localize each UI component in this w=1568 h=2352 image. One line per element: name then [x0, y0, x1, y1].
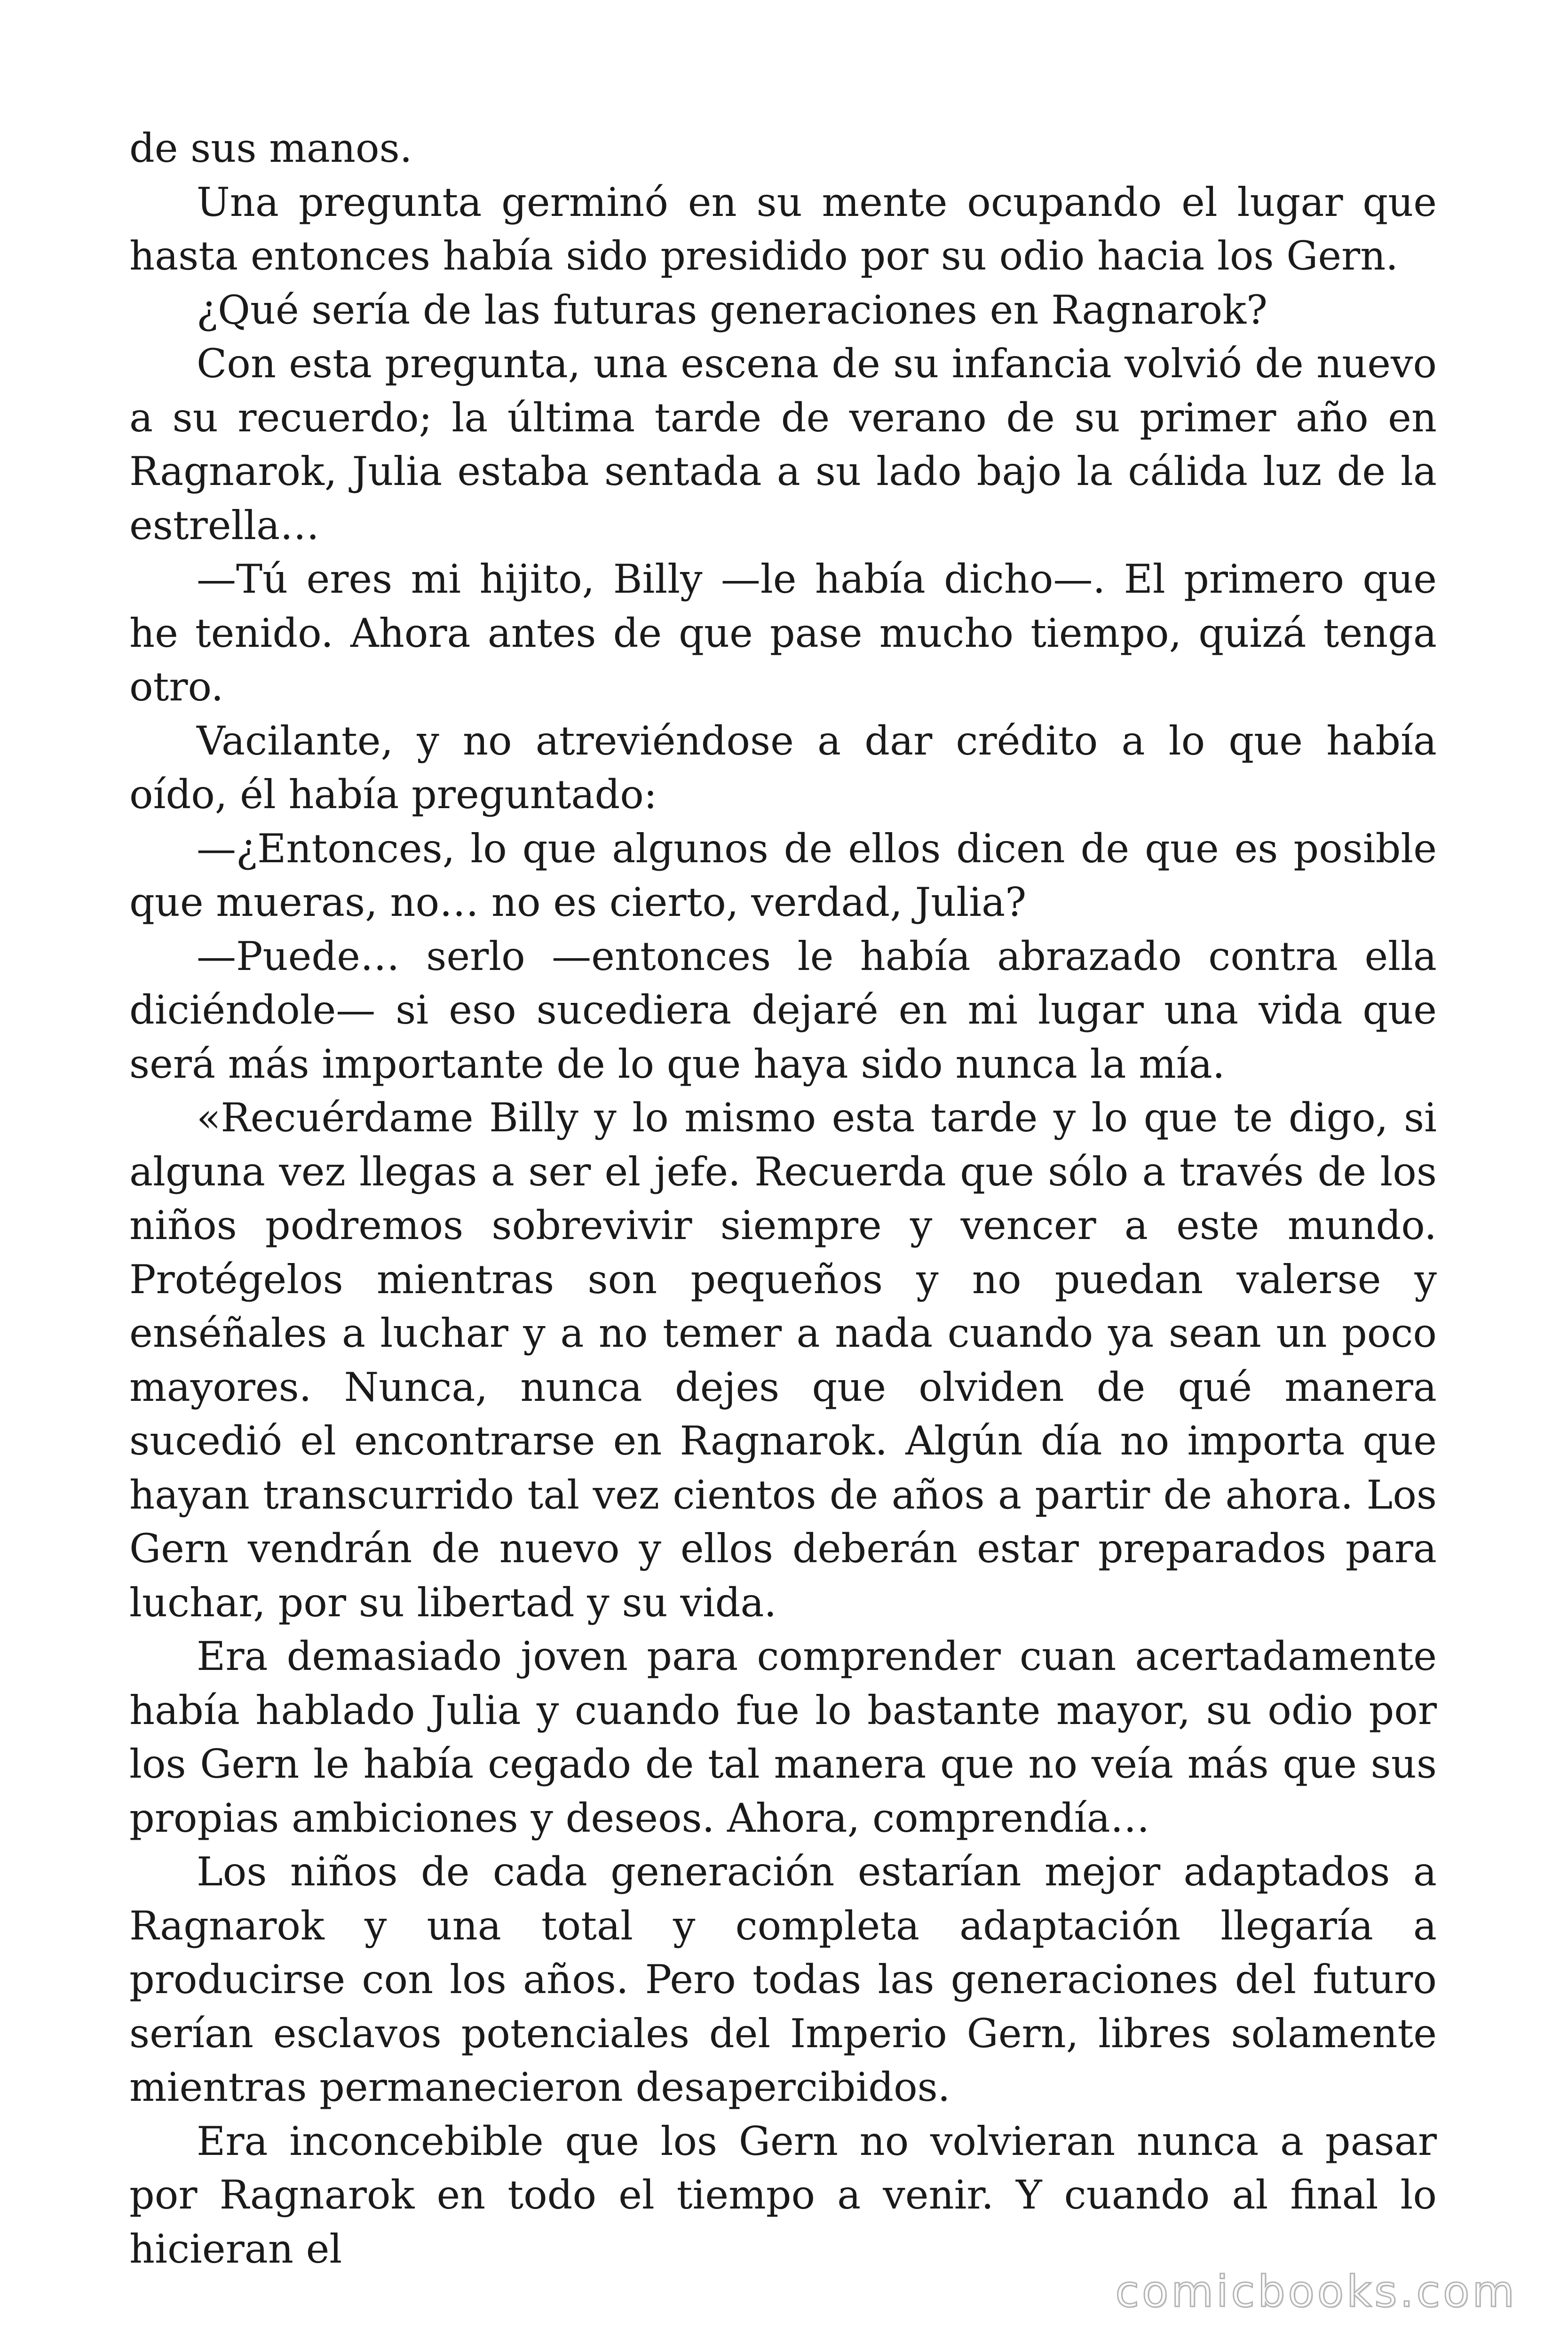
- paragraph-7: —¿Entonces, lo que algunos de ellos dicen de que es posible que mueras, no… no es cierto, verdad, Julia?: [129, 825, 1437, 925]
- body-text: [129, 121, 1437, 2276]
- paragraph-9: «Recuérdame Billy y lo mismo esta tarde y lo que te digo, si alguna vez llegas a ser el jefe. Recuerda que sólo a través de los niños podremos sobrevivir siempre y vencer a este mundo. Protégelos mientras son pequeños y no puedan valerse y enséñales a luchar y a no temer a nada cuando ya sean un poco mayores. Nunca, nunca dejes que olviden de qué manera sucedió el encontrarse en Ragnarok. Algún día no importa que hayan transcurrido tal vez cientos de años a partir de ahora. Los Gern vendrán de nuevo y ellos deberán estar preparados para luchar, por su libertad y su vida.: [129, 1095, 1437, 1626]
- paragraph-6: Vacilante, y no atreviéndose a dar crédito a lo que había oído, él había preguntado:: [129, 717, 1437, 818]
- watermark: comicbooks.com: [1115, 2266, 1517, 2317]
- paragraph-11: Los niños de cada generación estarían mejor adaptados a Ragnarok y una total y completa adaptación llegaría a producirse con los años. Pero todas las generaciones del futuro serían esclavos potenciales del Imperio Gern, libres solamente mientras permanecieron desapercibidos.: [129, 1849, 1437, 2110]
- paragraph-4: Con esta pregunta, una escena de su infancia volvió de nuevo a su recuerdo; la última tarde de verano de su primer año en Ragnarok, Julia estaba sentada a su lado bajo la cálida luz de la estrella…: [129, 341, 1437, 548]
- paragraph-3: ¿Qué sería de las futuras generaciones en Ragnarok?: [197, 286, 1268, 333]
- paragraph-1: de sus manos.: [129, 125, 412, 171]
- paragraph-10: Era demasiado joven para comprender cuan acertadamente había hablado Julia y cuando fue lo bastante mayor, su odio por los Gern le había cegado de tal manera que no veía más que sus propias ambiciones y deseos. Ahora, comprendía…: [129, 1633, 1437, 1841]
- paragraph-12: Era inconcebible que los Gern no volvieran nunca a pasar por Ragnarok en todo el tiempo a venir. Y cuando al final lo hicieran el: [129, 2118, 1437, 2272]
- paragraph-5: —Tú eres mi hijito, Billy —le había dicho—. El primero que he tenido. Ahora antes de que pase mucho tiempo, quizá tenga otro.: [129, 556, 1437, 710]
- paragraph-2: Una pregunta germinó en su mente ocupando el lugar que hasta entonces había sido presidido por su odio hacia los Gern.: [129, 179, 1437, 279]
- paragraph-8: —Puede… serlo —entonces le había abrazado contra ella diciéndole— si eso sucediera dejaré en mi lugar una vida que será más importante de lo que haya sido nunca la mía.: [129, 933, 1437, 1087]
